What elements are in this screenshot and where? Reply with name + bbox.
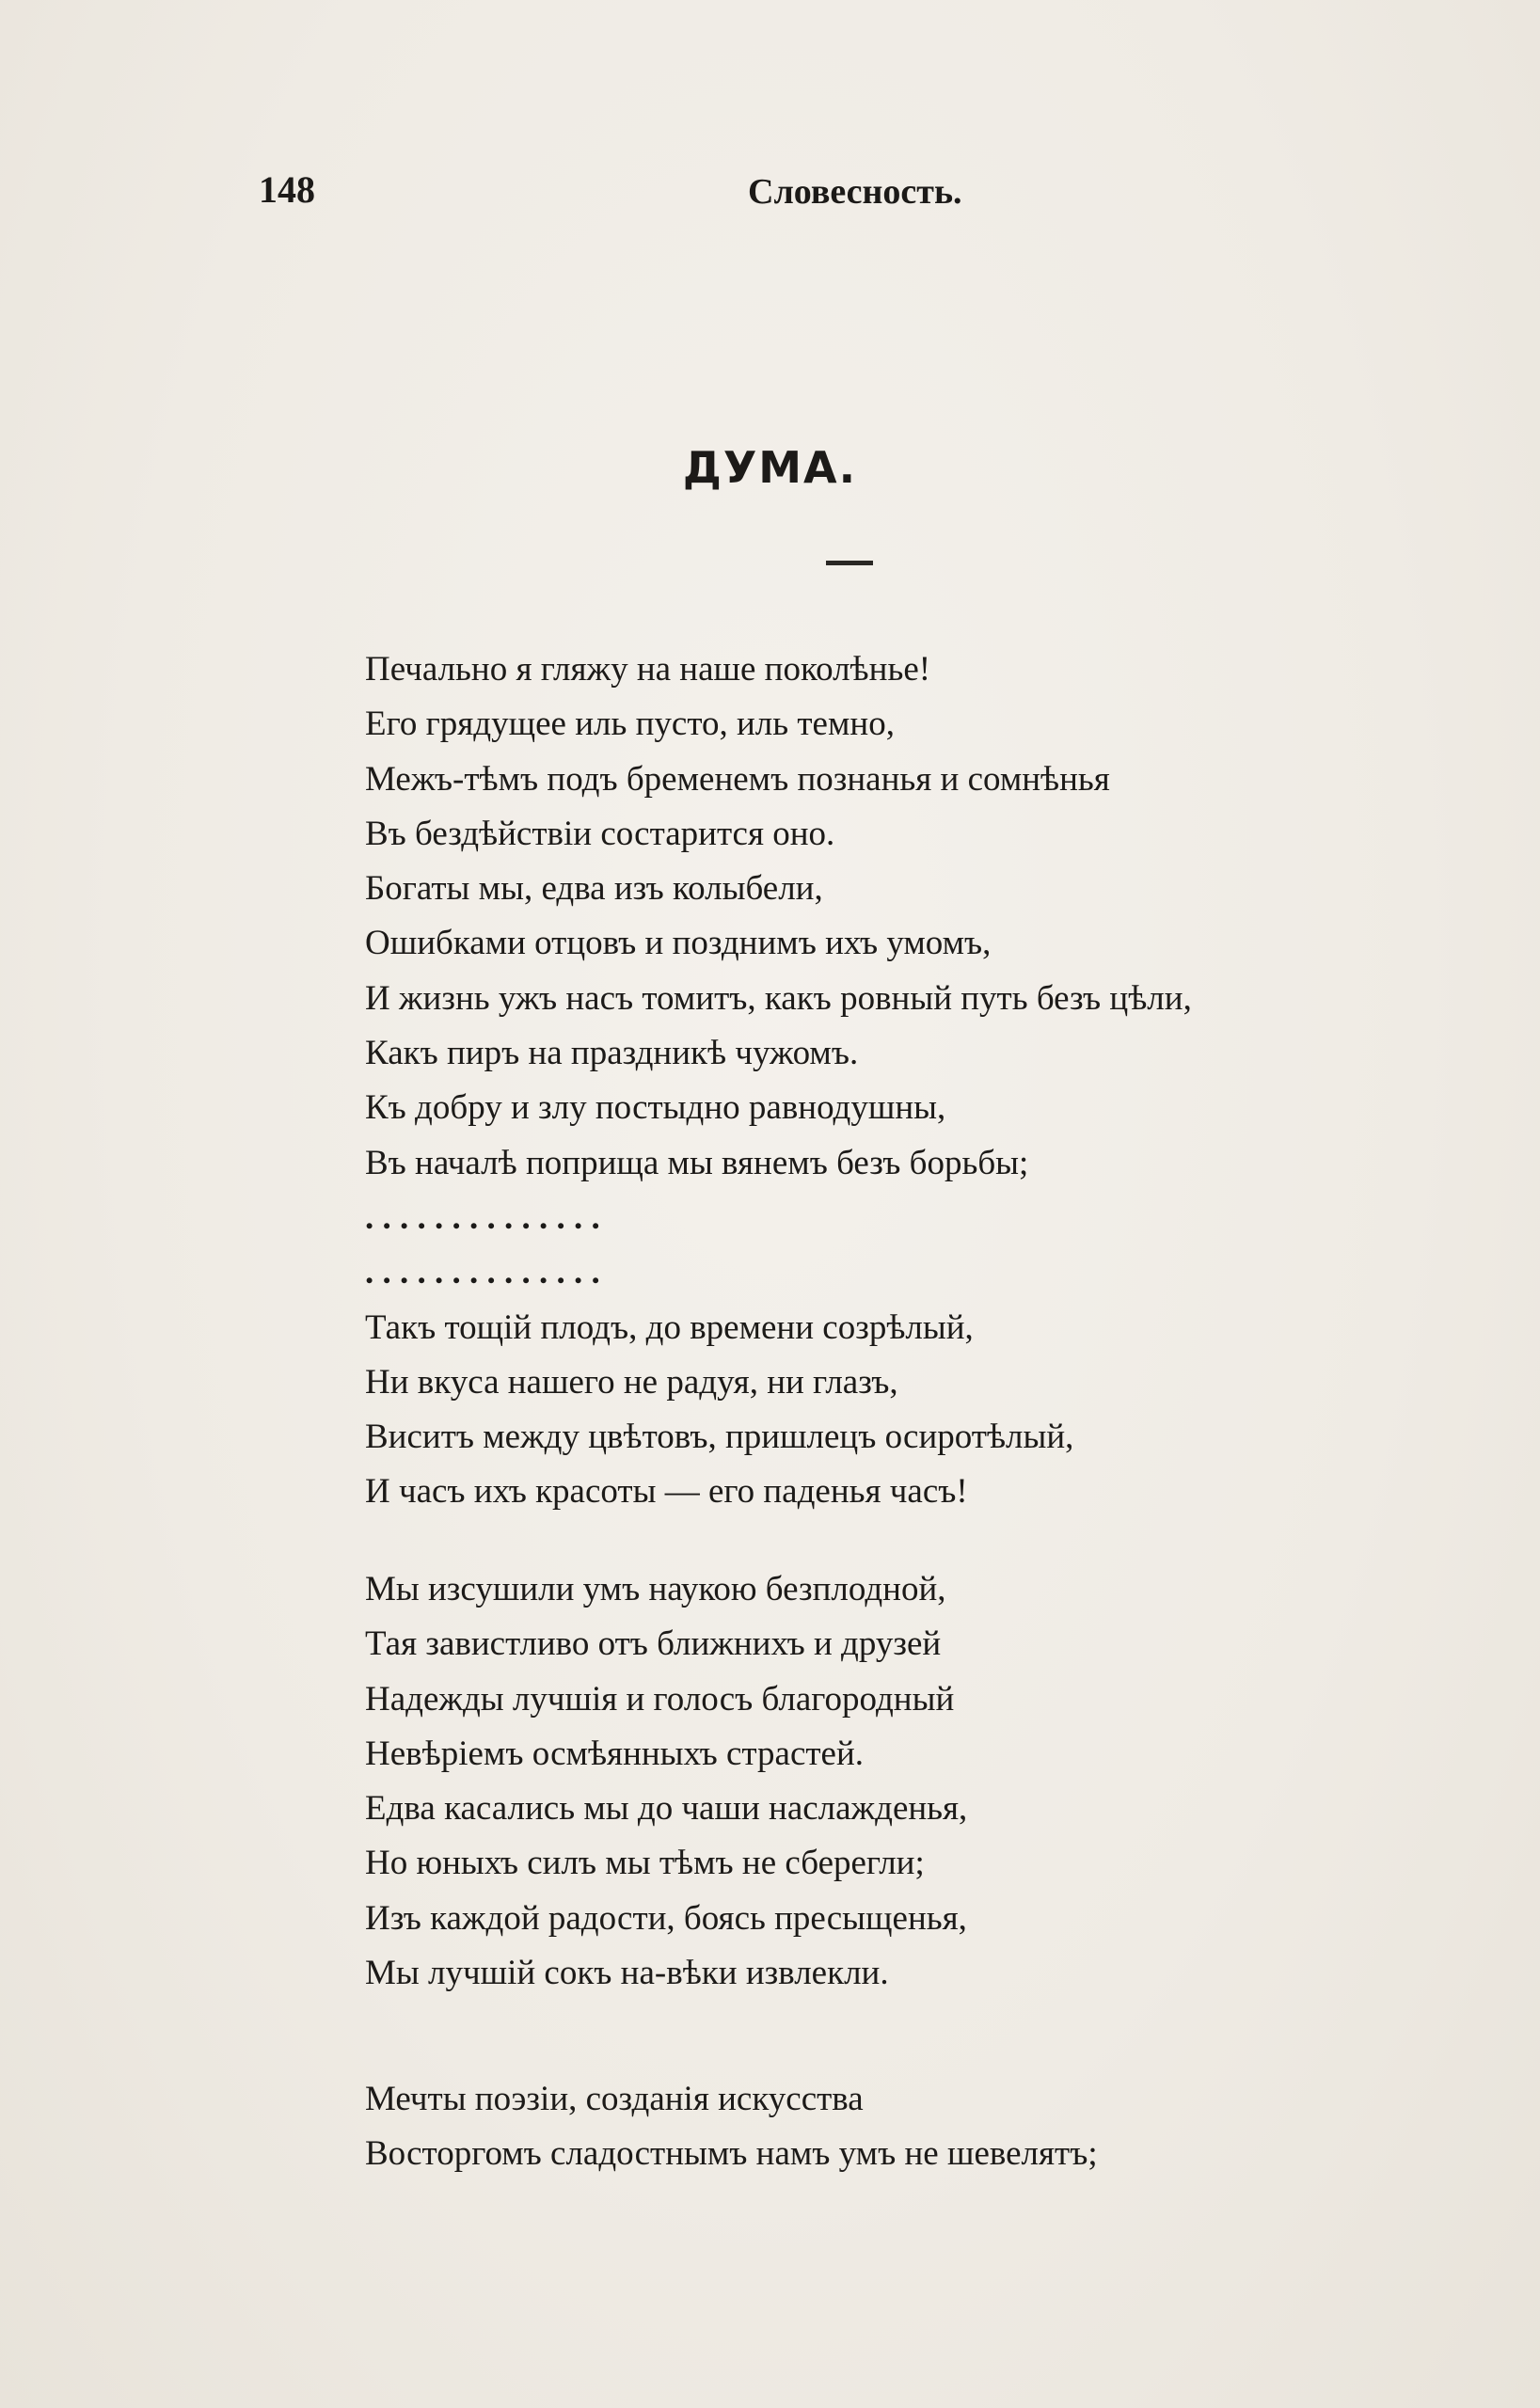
poem-line: Межъ-тѣмъ подъ бременемъ познанья и сомнѣнья: [365, 759, 1110, 799]
poem-line: Печально я гляжу на наше поколѣнье!: [365, 650, 931, 689]
poem-line: И жизнь ужъ насъ томитъ, какъ ровный путь безъ цѣли,: [365, 978, 1192, 1018]
ellipsis-line: . . . . . . . . . . . . . .: [365, 1253, 600, 1292]
title-rule: [826, 561, 873, 565]
poem-line: Мы изсушили умъ наукою безплодной,: [365, 1570, 946, 1608]
poem-line: Но юныхъ силъ мы тѣмъ не сберегли;: [365, 1844, 925, 1883]
poem-line: Невѣріемъ осмѣянныхъ страстей.: [365, 1734, 865, 1773]
poem-line: Мечты поэзіи, созданія искусства: [365, 2080, 864, 2118]
page-number: 148: [259, 168, 315, 211]
poem-line: Въ бездѣйствіи состарится оно.: [365, 814, 835, 853]
ellipsis-line: . . . . . . . . . . . . . .: [365, 1197, 600, 1237]
poem-line: Богаты мы, едва изъ колыбели,: [365, 869, 823, 909]
poem-line: Тая завистливо отъ ближнихъ и друзей: [365, 1624, 942, 1664]
poem-line: Ошибками отцовъ и позднимъ ихъ умомъ,: [365, 924, 992, 963]
poem-line: И часъ ихъ красоты — его паденья часъ!: [365, 1472, 968, 1512]
section-title: Словесность.: [748, 172, 962, 212]
running-head: [0, 167, 1540, 224]
poem-line: Изъ каждой радости, боясь пресыщенья,: [365, 1898, 967, 1938]
poem-line: Какъ пиръ на праздникѣ чужомъ.: [365, 1034, 859, 1073]
stanza-2: [365, 1562, 1419, 2001]
poem-title: ДУМА.: [682, 442, 858, 493]
poem-line: Ни вкуса нашего не радуя, ни глазъ,: [365, 1362, 898, 1402]
poem-line: Такъ тощій плодъ, до времени созрѣлый,: [365, 1307, 974, 1347]
stanza-1: [365, 642, 1419, 1520]
poem-line: Въ началѣ поприща мы вянемъ безъ борьбы;: [365, 1143, 1029, 1182]
poem-line: Виситъ между цвѣтовъ, пришлецъ осиротѣлый,: [365, 1418, 1074, 1457]
poem-line: Его грядущее иль пусто, иль темно,: [365, 705, 895, 744]
stanza-3: [365, 2072, 1419, 2182]
poem-line: Восторгомъ сладостнымъ намъ умъ не шевелятъ;: [365, 2134, 1098, 2174]
poem-line: Надежды лучшія и голосъ благородный: [365, 1679, 955, 1719]
poem-line: Къ добру и злу постыдно равнодушны,: [365, 1088, 946, 1128]
poem-line: Мы лучшій сокъ на-вѣки извлекли.: [365, 1954, 889, 1993]
poem-line: Едва касались мы до чаши наслажденья,: [365, 1789, 968, 1829]
